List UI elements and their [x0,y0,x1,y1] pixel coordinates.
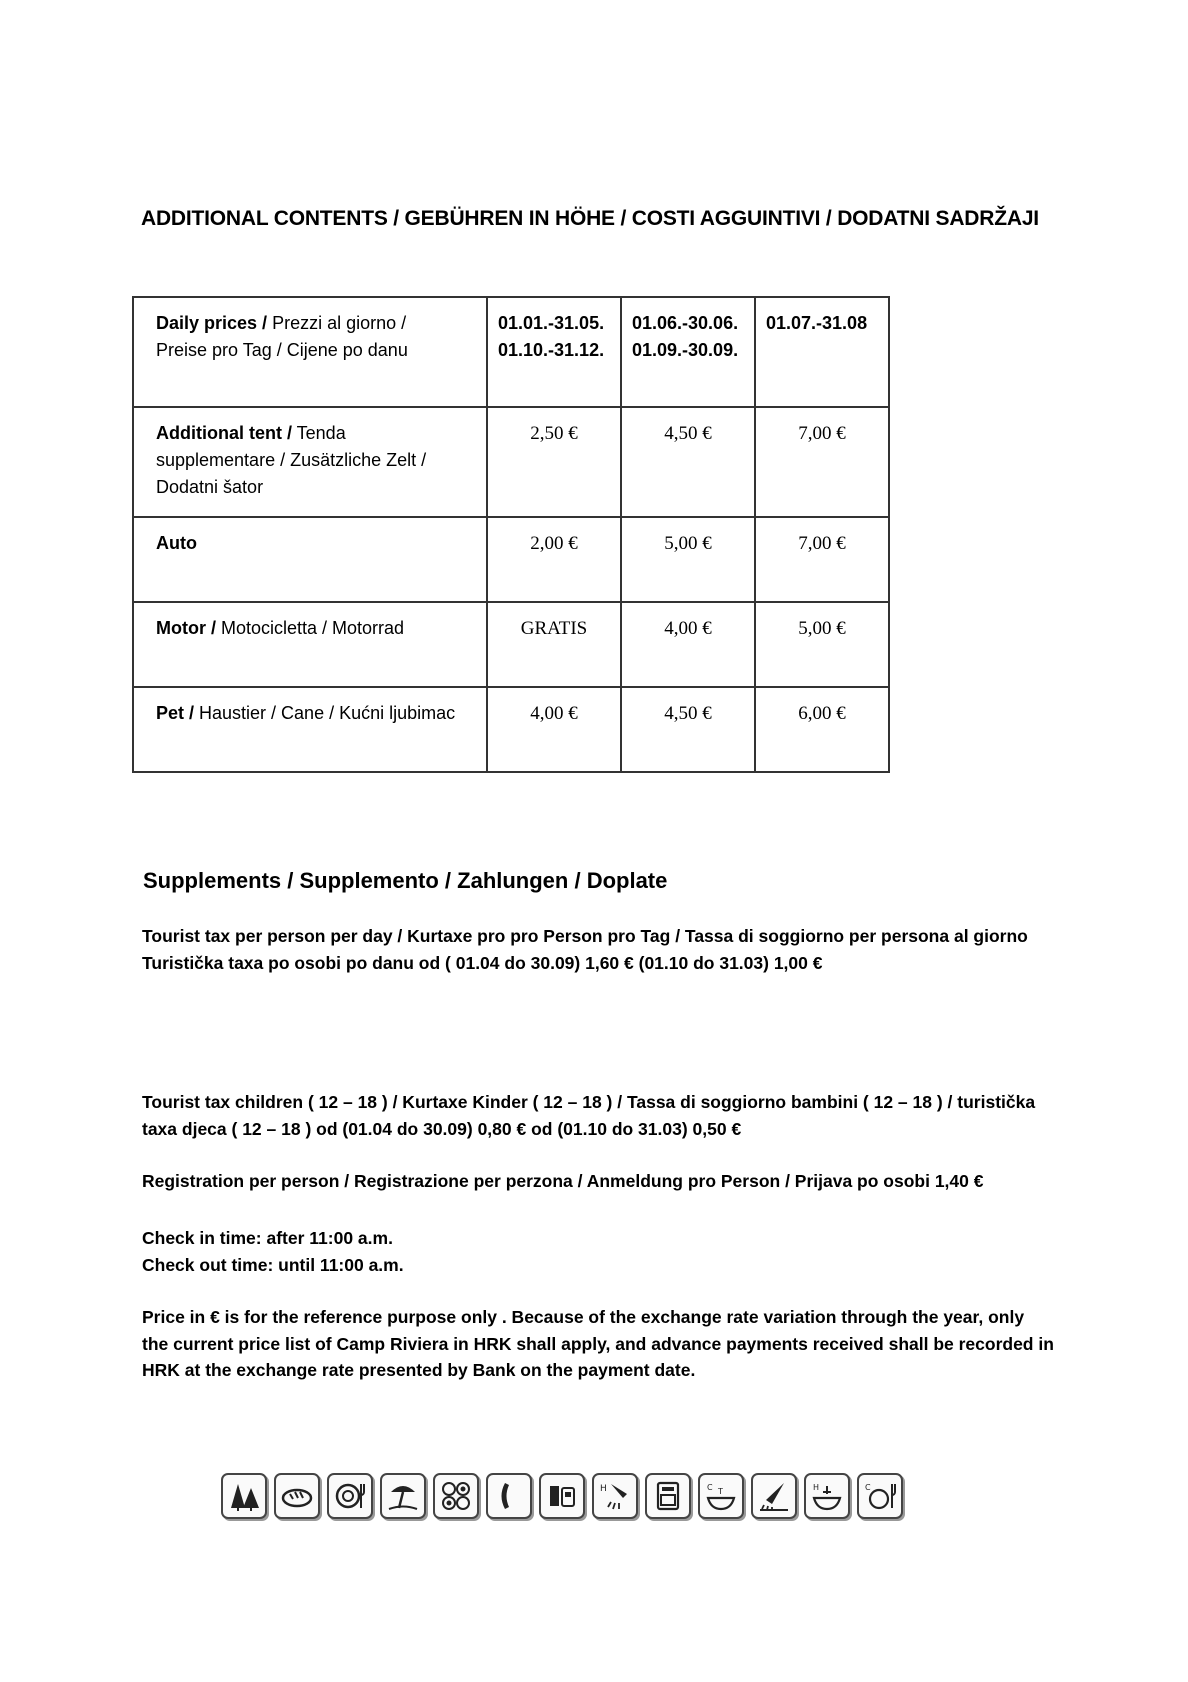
check-in-text: Check in time: after 11:00 a.m. [142,1228,393,1248]
trees-icon [221,1473,267,1519]
row-label-bold: Auto [156,533,197,553]
period2-header [621,297,755,407]
row-label-cell [133,517,487,602]
period2-line1: 01.06.-30.06. [632,313,739,333]
price-cell: 4,00 € [621,602,755,687]
table-row-pet [133,687,889,772]
price-note-line2: the current price list of Camp Riviera in HRK shall apply, and advance payments received shall be recorded in [142,1333,1054,1354]
price-cell: 7,00 € [755,517,889,602]
row-label-bold: Pet / [156,703,195,723]
children-tax-text [142,1089,1035,1142]
period1-line2: 01.10.-31.12. [498,340,605,360]
svg-text:H: H [600,1484,607,1494]
tourist-tax-line2: Turistička taxa po osobi po danu od ( 01.04 do 30.09) 1,60 € (01.10 do 31.03) 1,00 € [142,952,823,973]
table-row-auto [133,517,889,602]
phone-icon [486,1473,532,1519]
price-cell: 2,50 € [487,407,621,517]
shower-icon [751,1473,797,1519]
price-cell: 4,50 € [621,687,755,772]
price-cell: 2,00 € [487,517,621,602]
cold-water-sink-icon [698,1473,744,1519]
row-label-cell [133,687,487,772]
bread-icon [274,1473,320,1519]
price-note-line1: Price in € is for the reference purpose only . Because of the exchange rate variation through the year, only [142,1307,1025,1327]
price-cell: 5,00 € [621,517,755,602]
tourist-tax-line1: Tourist tax per person per day / Kurtaxe pro pro Person pro Tag / Tassa di soggiorno per persona al giorno [142,926,1028,946]
row-label-rest-3: Dodatni šator [156,477,264,497]
price-cell: 5,00 € [755,602,889,687]
header-label-bold: Daily prices / [156,313,268,333]
laundry-icon [433,1473,479,1519]
row-label-rest-2: supplementare / Zusätzliche Zelt / [156,450,427,470]
amenity-icons [221,1473,903,1519]
svg-text:H: H [813,1483,820,1492]
row-label-rest: Tenda [291,423,346,443]
price-cell: 7,00 € [755,407,889,517]
price-cell: 6,00 € [755,687,889,772]
table-row-additional-tent [133,407,889,517]
table-header-row [133,297,889,407]
header-label-cell [133,297,487,407]
period2-line2: 01.09.-30.09. [632,340,739,360]
shop-icon [539,1473,585,1519]
price-note-line3: HRK at the exchange rate presented by Bank on the payment date. [142,1360,696,1380]
price-cell: 4,00 € [487,687,621,772]
header-label-rest: Prezzi al giorno / [267,313,407,333]
svg-text:T: T [718,1487,723,1496]
period3-line1: 01.07.-31.08 [766,313,868,333]
period3-header [755,297,889,407]
cold-cutlery-icon [857,1473,903,1519]
hot-shower-icon [592,1473,638,1519]
row-label-rest: Motocicletta / Motorrad [216,618,405,638]
price-note [142,1304,1054,1384]
row-label-bold: Additional tent / [156,423,292,443]
children-tax-line1: Tourist tax children ( 12 – 18 ) / Kurtaxe Kinder ( 12 – 18 ) / Tassa di soggiorno bambini ( 12 – 18 ) / turistička [142,1092,1036,1112]
page-title: ADDITIONAL CONTENTS / GEBÜHREN IN HÖHE / COSTI AGGUINTIVI / DODATNI SADRŽAJI [141,207,1039,230]
period1-line1: 01.01.-31.05. [498,313,605,333]
beach-icon [380,1473,426,1519]
row-label-rest: Haustier / Cane / Kućni ljubimac [194,703,456,723]
tourist-tax-text [142,923,1028,976]
price-table [132,296,890,773]
price-cell: 4,50 € [621,407,755,517]
row-label-cell [133,602,487,687]
svg-text:C: C [865,1483,871,1492]
hot-water-sink-icon [804,1473,850,1519]
children-tax-line2: taxa djeca ( 12 – 18 ) od (01.04 do 30.09) 0,80 € od (01.10 do 31.03) 0,50 € [142,1118,742,1139]
registration-text: Registration per person / Registrazione per perzona / Anmeldung pro Person / Prijava po osobi 1,40 € [142,1171,984,1191]
period1-header [487,297,621,407]
check-times [142,1225,404,1278]
restaurant-icon [327,1473,373,1519]
price-cell: GRATIS [487,602,621,687]
check-out-text: Check out time: until 11:00 a.m. [142,1254,404,1275]
row-label-bold: Motor / [156,618,216,638]
header-label-rest-2: Preise pro Tag / Cijene po danu [156,340,408,360]
row-label-cell [133,407,487,517]
svg-text:C: C [707,1483,713,1492]
washing-machine-icon [645,1473,691,1519]
supplements-title: Supplements / Supplemento / Zahlungen / Doplate [143,868,668,893]
table-row-motor [133,602,889,687]
